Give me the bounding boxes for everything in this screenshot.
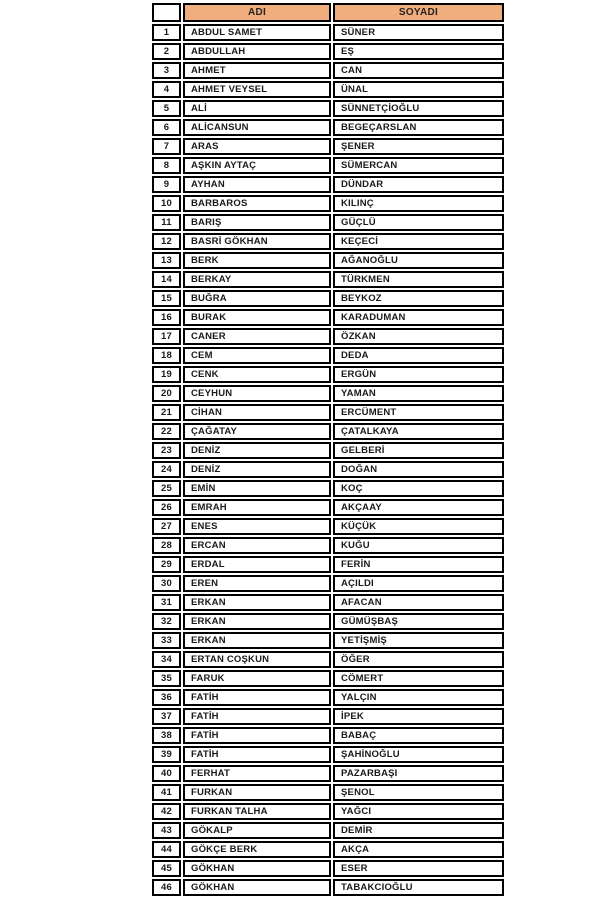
- surname-cell: ERGÜN: [333, 366, 504, 383]
- row-number-cell: 20: [152, 385, 181, 402]
- surname-cell: DEMİR: [333, 822, 504, 839]
- first-name-cell: AHMET VEYSEL: [183, 81, 331, 98]
- table-row: [152, 138, 504, 155]
- first-name-cell: AŞKIN AYTAÇ: [183, 157, 331, 174]
- row-number-cell: 3: [152, 62, 181, 79]
- table-row: [152, 727, 504, 744]
- table-row: [152, 404, 504, 421]
- row-number-cell: 43: [152, 822, 181, 839]
- surname-cell: DEDA: [333, 347, 504, 364]
- table-row: [152, 24, 504, 41]
- table-row: [152, 556, 504, 573]
- surname-cell: SÜNER: [333, 24, 504, 41]
- row-number-cell: 18: [152, 347, 181, 364]
- first-name-cell: BERK: [183, 252, 331, 269]
- first-name-cell: CENK: [183, 366, 331, 383]
- surname-cell: AÇILDI: [333, 575, 504, 592]
- table-row: [152, 784, 504, 801]
- row-number-cell: 40: [152, 765, 181, 782]
- row-number-cell: 17: [152, 328, 181, 345]
- surname-cell: ERCÜMENT: [333, 404, 504, 421]
- row-number-cell: 6: [152, 119, 181, 136]
- surname-cell: TABAKCIOĞLU: [333, 879, 504, 896]
- first-name-cell: CEM: [183, 347, 331, 364]
- surname-cell: AKÇAAY: [333, 499, 504, 516]
- first-name-cell: FERHAT: [183, 765, 331, 782]
- table-row: [152, 651, 504, 668]
- surname-cell: YALÇIN: [333, 689, 504, 706]
- first-name-cell: FATİH: [183, 727, 331, 744]
- row-number-cell: 32: [152, 613, 181, 630]
- first-name-cell: CANER: [183, 328, 331, 345]
- first-name-cell: GÖKÇE BERK: [183, 841, 331, 858]
- row-number-cell: 45: [152, 860, 181, 877]
- first-name-cell: ÇAĞATAY: [183, 423, 331, 440]
- table-row: [152, 347, 504, 364]
- table-row: [152, 765, 504, 782]
- table-row: [152, 803, 504, 820]
- surname-cell: ESER: [333, 860, 504, 877]
- row-number-cell: 11: [152, 214, 181, 231]
- first-name-cell: ERKAN: [183, 632, 331, 649]
- surname-cell: BEYKOZ: [333, 290, 504, 307]
- table-row: [152, 613, 504, 630]
- surname-cell: KILINÇ: [333, 195, 504, 212]
- surname-cell: CAN: [333, 62, 504, 79]
- row-number-cell: 26: [152, 499, 181, 516]
- row-number-cell: 19: [152, 366, 181, 383]
- surname-cell: ÇATALKAYA: [333, 423, 504, 440]
- first-name-cell: BARIŞ: [183, 214, 331, 231]
- surname-cell: AKÇA: [333, 841, 504, 858]
- row-number-cell: 42: [152, 803, 181, 820]
- first-name-cell: ARAS: [183, 138, 331, 155]
- first-name-cell: DENİZ: [183, 442, 331, 459]
- table-row: [152, 879, 504, 896]
- table-row: [152, 309, 504, 326]
- table-row: [152, 157, 504, 174]
- first-name-cell: EMİN: [183, 480, 331, 497]
- surname-cell: ŞENOL: [333, 784, 504, 801]
- surname-cell: KÜÇÜK: [333, 518, 504, 535]
- table-body: [152, 24, 504, 896]
- row-number-cell: 23: [152, 442, 181, 459]
- table-row: [152, 233, 504, 250]
- table-row: [152, 575, 504, 592]
- first-name-cell: FATİH: [183, 689, 331, 706]
- surname-cell: KARADUMAN: [333, 309, 504, 326]
- table-row: [152, 442, 504, 459]
- surname-cell: SÜNNETÇİOĞLU: [333, 100, 504, 117]
- surname-cell: SÜMERCAN: [333, 157, 504, 174]
- table-row: [152, 841, 504, 858]
- row-number-cell: 37: [152, 708, 181, 725]
- surname-cell: KEÇECİ: [333, 233, 504, 250]
- table-row: [152, 423, 504, 440]
- row-number-cell: 24: [152, 461, 181, 478]
- table-header: [152, 3, 504, 22]
- first-name-cell: FATİH: [183, 746, 331, 763]
- table-row: [152, 461, 504, 478]
- table-row: [152, 366, 504, 383]
- row-number-cell: 29: [152, 556, 181, 573]
- first-name-cell: ALİ: [183, 100, 331, 117]
- row-number-cell: 14: [152, 271, 181, 288]
- table-row: [152, 499, 504, 516]
- table-row: [152, 632, 504, 649]
- row-number-cell: 31: [152, 594, 181, 611]
- table-row: [152, 195, 504, 212]
- first-name-cell: GÖKHAN: [183, 879, 331, 896]
- surname-cell: YAMAN: [333, 385, 504, 402]
- first-name-cell: GÖKHAN: [183, 860, 331, 877]
- row-number-cell: 13: [152, 252, 181, 269]
- first-name-cell: EMRAH: [183, 499, 331, 516]
- table-row: [152, 746, 504, 763]
- row-number-cell: 38: [152, 727, 181, 744]
- first-name-cell: GÖKALP: [183, 822, 331, 839]
- table-row: [152, 328, 504, 345]
- table-row: [152, 822, 504, 839]
- row-number-cell: 12: [152, 233, 181, 250]
- first-name-cell: FURKAN: [183, 784, 331, 801]
- table-row: [152, 290, 504, 307]
- row-number-cell: 9: [152, 176, 181, 193]
- row-number-cell: 27: [152, 518, 181, 535]
- table-row: [152, 518, 504, 535]
- header-cell-soyadi: SOYADI: [333, 3, 504, 22]
- surname-cell: AĞANOĞLU: [333, 252, 504, 269]
- table-row: [152, 480, 504, 497]
- header-cell-empty: [152, 3, 181, 22]
- row-number-cell: 33: [152, 632, 181, 649]
- surname-cell: GELBERİ: [333, 442, 504, 459]
- row-number-cell: 34: [152, 651, 181, 668]
- surname-cell: PAZARBAŞI: [333, 765, 504, 782]
- row-number-cell: 44: [152, 841, 181, 858]
- first-name-cell: CEYHUN: [183, 385, 331, 402]
- row-number-cell: 30: [152, 575, 181, 592]
- table-row: [152, 670, 504, 687]
- surname-cell: GÜMÜŞBAŞ: [333, 613, 504, 630]
- names-table: [150, 1, 506, 898]
- first-name-cell: ERDAL: [183, 556, 331, 573]
- surname-cell: EŞ: [333, 43, 504, 60]
- surname-cell: GÜÇLÜ: [333, 214, 504, 231]
- row-number-cell: 25: [152, 480, 181, 497]
- row-number-cell: 39: [152, 746, 181, 763]
- surname-cell: KOÇ: [333, 480, 504, 497]
- first-name-cell: BASRİ GÖKHAN: [183, 233, 331, 250]
- table-row: [152, 689, 504, 706]
- surname-cell: KUĞU: [333, 537, 504, 554]
- surname-cell: ÖĞER: [333, 651, 504, 668]
- surname-cell: TÜRKMEN: [333, 271, 504, 288]
- row-number-cell: 1: [152, 24, 181, 41]
- surname-cell: ÜNAL: [333, 81, 504, 98]
- first-name-cell: FARUK: [183, 670, 331, 687]
- surname-cell: BABAÇ: [333, 727, 504, 744]
- surname-cell: ŞAHİNOĞLU: [333, 746, 504, 763]
- table-row: [152, 385, 504, 402]
- row-number-cell: 7: [152, 138, 181, 155]
- first-name-cell: BURAK: [183, 309, 331, 326]
- first-name-cell: ABDUL SAMET: [183, 24, 331, 41]
- header-cell-adi: ADI: [183, 3, 331, 22]
- first-name-cell: ALİCANSUN: [183, 119, 331, 136]
- table-row: [152, 594, 504, 611]
- row-number-cell: 28: [152, 537, 181, 554]
- row-number-cell: 15: [152, 290, 181, 307]
- table-row: [152, 860, 504, 877]
- first-name-cell: ERKAN: [183, 594, 331, 611]
- first-name-cell: CİHAN: [183, 404, 331, 421]
- first-name-cell: ERKAN: [183, 613, 331, 630]
- table-row: [152, 100, 504, 117]
- row-number-cell: 8: [152, 157, 181, 174]
- table-row: [152, 708, 504, 725]
- row-number-cell: 5: [152, 100, 181, 117]
- surname-cell: DOĞAN: [333, 461, 504, 478]
- row-number-cell: 41: [152, 784, 181, 801]
- first-name-cell: ERCAN: [183, 537, 331, 554]
- surname-cell: BEGEÇARSLAN: [333, 119, 504, 136]
- surname-cell: İPEK: [333, 708, 504, 725]
- row-number-cell: 2: [152, 43, 181, 60]
- row-number-cell: 10: [152, 195, 181, 212]
- surname-cell: DÜNDAR: [333, 176, 504, 193]
- surname-cell: AFACAN: [333, 594, 504, 611]
- first-name-cell: FATİH: [183, 708, 331, 725]
- surname-cell: CÖMERT: [333, 670, 504, 687]
- first-name-cell: ERTAN COŞKUN: [183, 651, 331, 668]
- row-number-cell: 36: [152, 689, 181, 706]
- first-name-cell: AYHAN: [183, 176, 331, 193]
- first-name-cell: AHMET: [183, 62, 331, 79]
- surname-cell: YETİŞMİŞ: [333, 632, 504, 649]
- first-name-cell: BARBAROS: [183, 195, 331, 212]
- table-row: [152, 214, 504, 231]
- row-number-cell: 16: [152, 309, 181, 326]
- table-row: [152, 537, 504, 554]
- first-name-cell: BERKAY: [183, 271, 331, 288]
- header-row: [152, 3, 504, 22]
- row-number-cell: 22: [152, 423, 181, 440]
- table-row: [152, 271, 504, 288]
- surname-cell: ŞENER: [333, 138, 504, 155]
- row-number-cell: 46: [152, 879, 181, 896]
- first-name-cell: ABDULLAH: [183, 43, 331, 60]
- row-number-cell: 35: [152, 670, 181, 687]
- row-number-cell: 21: [152, 404, 181, 421]
- surname-cell: ÖZKAN: [333, 328, 504, 345]
- first-name-cell: FURKAN TALHA: [183, 803, 331, 820]
- first-name-cell: ENES: [183, 518, 331, 535]
- table-row: [152, 119, 504, 136]
- surname-cell: YAĞCI: [333, 803, 504, 820]
- row-number-cell: 4: [152, 81, 181, 98]
- first-name-cell: BUĞRA: [183, 290, 331, 307]
- table-row: [152, 62, 504, 79]
- table-row: [152, 176, 504, 193]
- first-name-cell: DENİZ: [183, 461, 331, 478]
- surname-cell: FERİN: [333, 556, 504, 573]
- table-row: [152, 252, 504, 269]
- table-row: [152, 43, 504, 60]
- first-name-cell: EREN: [183, 575, 331, 592]
- table-row: [152, 81, 504, 98]
